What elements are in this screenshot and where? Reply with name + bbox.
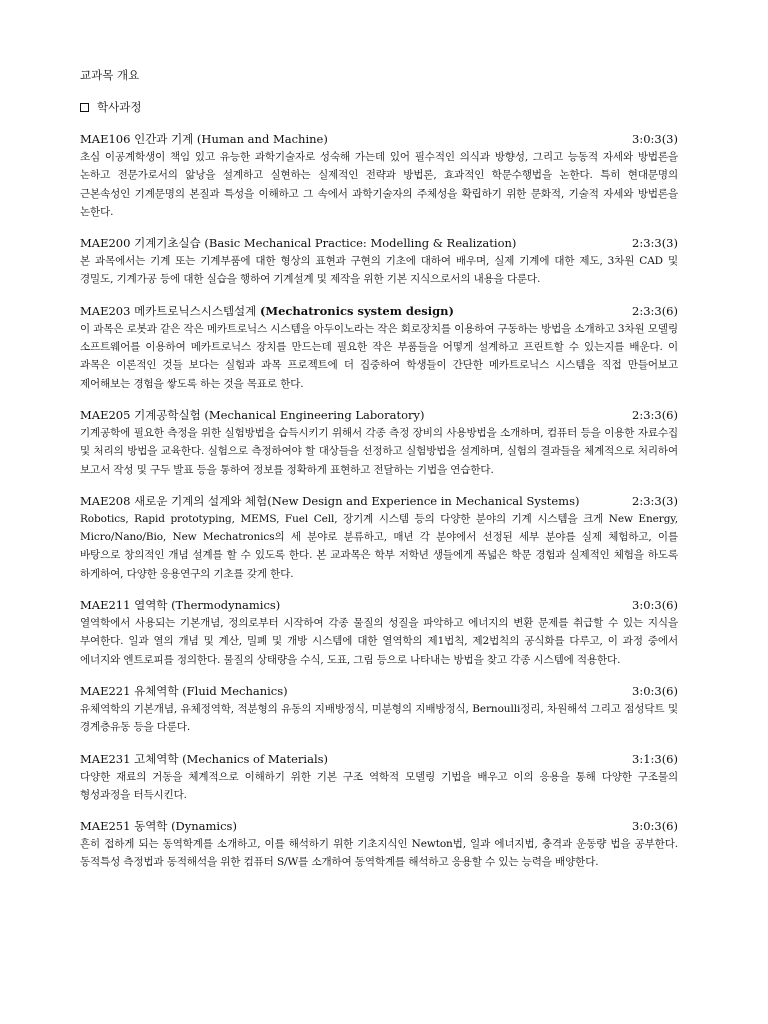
course-credits: 3:0:3(6) <box>632 819 678 834</box>
course-credits: 3:0:3(6) <box>632 683 678 698</box>
course-mae221 <box>80 682 678 737</box>
course-credits: 3:1:3(6) <box>632 751 678 766</box>
course-description: 본 과목에서는 기계 또는 기계부품에 대한 형상의 표현과 구현의 기초에 대하여 배우며, 실제 기계에 대한 제도, 3차원 CAD 및 경밀도, 기계가공 등에 대한 실습을 행하여 기계설계 및 제작을 위한 기본 지식으로서의 내용을 다룬다. <box>80 255 678 286</box>
course-title: MAE205 기계공학실험 (Mechanical Engineering Laboratory) <box>80 407 425 422</box>
course-title <box>80 302 454 320</box>
course-credits: 2:3:3(3) <box>632 236 678 251</box>
course-title: MAE251 동역학 (Dynamics) <box>80 819 237 834</box>
course-description: 기계공학에 필요한 측정을 위한 실험방법을 습득시키기 위해서 각종 측정 장비의 사용방법을 소개하며, 컴퓨터 등을 이용한 자료수집 및 처리의 방법을 교육한다. 실험으로 측정하여야 할 대상들을 선정하고 실험방법을 설계하며, 실험의 결과들을 체계적으로 처리하여 보고서 작성 및 구두 발표 등을 통하여 정보를 정확하게 표현하고 전달하는 기법을 연습한다. <box>80 426 678 476</box>
course-credits: 3:0:3(6) <box>632 598 678 613</box>
course-mae251 <box>80 817 678 872</box>
course-description: 유체역학의 기본개념, 유체정역학, 적분형의 유동의 지배방정식, 미분형의 지배방정식, Bernoulli정리, 차원해석 그리고 점성닥트 및 경계층유동 등을 다룬다. <box>80 702 678 734</box>
course-mae208 <box>80 492 678 583</box>
course-description: 열역학에서 사용되는 기본개념, 정의로부터 시작하여 각종 물질의 성질을 파악하고 에너지의 변환 문제를 취급할 수 있는 지식을 부여한다. 일과 열의 개념 및 계산, 밀폐 및 개방 시스템에 대한 열역학의 제1법칙, 제2법칙의 공식화를 다루고, 이 과정 중에서 에너지와 엔트로피를 정의한다. 물질의 상태량을 수식, 도표, 그림 등으로 나타내는 방법을 찾고 각종 시스템에 적용한다. <box>80 617 678 666</box>
course-description: Robotics, Rapid prototyping, MEMS, Fuel Cell, 장기계 시스템 등의 다양한 분야의 기계 시스템을 크게 New Energy, Micro/Nano/Bio, New Mechatronics의 세 분야로 분류하고, 매년 각 분야에서 선정된 세부 분야를 실제 체험하고, 이를 바탕으로 창의적인 개념 설계를 할 수 있도록 한다. 본 교과목은 학부 저학년 생들에게 폭넓은 학문 경험과 실제적인 체험을 하도록 하게하여, 다양한 응용연구의 기초를 갖게 한다. <box>80 512 678 580</box>
course-credits: 2:3:3(3) <box>632 493 678 508</box>
course-header <box>80 817 678 835</box>
course-title: MAE211 열역학 (Thermodynamics) <box>80 598 281 613</box>
course-description: 이 과목은 로봇과 같은 작은 메카트로닉스 시스템을 아두이노라는 작은 회로장치를 이용하여 구동하는 방법을 소개하고 3차원 모델링 소프트웨어를 이용하여 메카트로닉스 장치를 만드는데 필요한 작은 부품들을 어떻게 설계하고 프린트할 수 있는지를 배운다. 이 과목은 이론적인 것들 보다는 실험과 과목 프로젝트에 더 집중하여 학생들이 간단한 메카트로닉스 시스템을 직접 만들어보고 제어해보는 경험을 쌓도록 하는 것을 목표로 한다. <box>80 322 678 390</box>
course-title-prefix: MAE203 메카트로닉스시스템설계 <box>80 303 260 318</box>
course-header <box>80 302 678 320</box>
section-heading-label: 학사과정 <box>97 100 142 114</box>
course-mae203 <box>80 302 678 393</box>
course-header <box>80 596 678 614</box>
course-header <box>80 682 678 700</box>
course-mae211 <box>80 596 678 669</box>
course-mae205 <box>80 406 678 479</box>
course-header <box>80 130 678 148</box>
course-mae200 <box>80 234 678 289</box>
course-title: MAE221 유체역학 (Fluid Mechanics) <box>80 683 288 698</box>
course-header <box>80 406 678 424</box>
course-description: 흔히 접하게 되는 동역학계를 소개하고, 이를 해석하기 위한 기초지식인 Newton법, 일과 에너지법, 충격과 운동량 법을 공부한다. 동적특성 측정법과 동적해석을 위한 컴퓨터 S/W를 소개하여 동역학계를 해석하고 응용할 수 있는 능력을 배양한다. <box>80 838 678 869</box>
section-heading <box>80 98 678 116</box>
course-header <box>80 750 678 768</box>
course-credits: 3:0:3(3) <box>632 132 678 146</box>
doc-title: 교과목 개요 <box>80 68 140 82</box>
course-mae231 <box>80 750 678 805</box>
course-title: MAE208 새로운 기계의 설계와 체험(New Design and Experience in Mechanical Systems) <box>80 493 580 508</box>
course-credits: 2:3:3(6) <box>632 303 678 318</box>
course-header <box>80 234 678 252</box>
course-header <box>80 492 678 510</box>
course-description: 다양한 재료의 거동을 체계적으로 이해하기 위한 기본 구조 역학적 모델링 기법을 배우고 이의 응용을 통해 다양한 구조물의 형성과정을 터득시킨다. <box>80 770 678 801</box>
checkbox-bullet-icon <box>80 103 89 112</box>
course-mae106 <box>80 130 678 221</box>
course-title: MAE231 고체역학 (Mechanics of Materials) <box>80 751 329 766</box>
course-title: MAE106 인간과 기계 (Human and Machine) <box>80 132 328 146</box>
course-description: 초심 이공계학생이 책임 있고 유능한 과학기술자로 성숙해 가는데 있어 필수적인 의식과 방향성, 그리고 능동적 자세와 방법론을 논하고 전문가로서의 앎낭을 설계하고 실현하는 실제적인 전략과 방법론, 효과적인 학문수행법을 논한다. 특히 현대문명의 근본속성인 기계문명의 본질과 특성을 이해하고 그 속에서 과학기술자의 주체성을 확립하기 위한 문화적, 기술적 자세와 방법론을 논한다. <box>80 151 678 218</box>
course-credits: 2:3:3(6) <box>632 407 678 422</box>
course-title-bold: (Mechatronics system design) <box>259 303 454 318</box>
document-page <box>80 66 678 885</box>
course-title: MAE200 기계기초실습 (Basic Mechanical Practice: Modelling & Realization) <box>80 236 517 251</box>
